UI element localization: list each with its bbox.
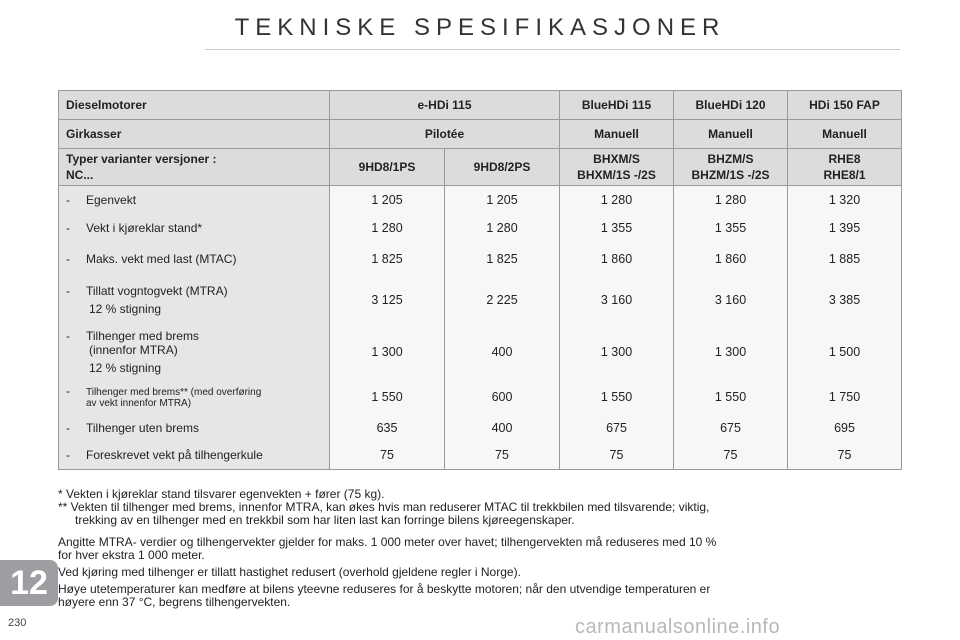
row-value: 75	[788, 442, 902, 470]
row-value: 1 355	[674, 214, 788, 242]
row-dash: -	[66, 420, 70, 435]
gearbox-row	[59, 120, 902, 149]
variant-label-line2: NC...	[66, 168, 94, 182]
row-value: 1 860	[560, 242, 674, 276]
row-value: 1 280	[674, 186, 788, 214]
row-value: 3 385	[788, 276, 902, 324]
row-label-text: Foreskrevet vekt på tilhengerkule	[86, 448, 263, 463]
gearbox-col-4: Manuell	[788, 120, 902, 149]
note-temperature-line2: høyere enn 37 °C, begrens tilhengervekten.	[58, 595, 291, 609]
row-label	[59, 380, 330, 414]
variant-col-5	[788, 149, 902, 186]
chapter-tab: 12	[0, 560, 58, 606]
variant-col-3	[560, 149, 674, 186]
row-value: 75	[674, 442, 788, 470]
watermark: carmanualsonline.info	[575, 616, 781, 638]
table-row	[59, 380, 902, 414]
row-dash: -	[66, 192, 70, 207]
row-label	[59, 324, 330, 380]
weight-rows	[59, 186, 902, 470]
row-label	[59, 242, 330, 276]
row-value: 1 280	[560, 186, 674, 214]
variant-code: RHE8/1	[823, 168, 866, 182]
row-value: 2 225	[445, 276, 560, 324]
variant-row	[59, 149, 902, 186]
footnote-1: * Vekten i kjøreklar stand tilsvarer egenvekten + fører (75 kg).	[58, 487, 385, 501]
row-label	[59, 186, 330, 214]
engine-row	[59, 91, 902, 120]
row-dash: -	[66, 384, 70, 398]
engine-col-2: BlueHDi 115	[560, 91, 674, 120]
row-label-text: Tilhenger med brems** (med overføring	[86, 387, 262, 398]
table-row	[59, 242, 902, 276]
gearbox-col-3: Manuell	[674, 120, 788, 149]
row-label-text: Maks. vekt med last (MTAC)	[86, 251, 237, 266]
table-row	[59, 186, 902, 214]
note-altitude-line1: Angitte MTRA- verdier og tilhengervekter gjelder for maks. 1 000 meter over havet; tilhengervekten må reduseres med 10 %	[58, 535, 717, 549]
row-label	[59, 276, 330, 324]
table-row	[59, 276, 902, 324]
row-dash: -	[66, 328, 70, 343]
engine-label: Dieselmotorer	[59, 91, 330, 120]
row-value: 400	[445, 414, 560, 442]
row-label-sub: 12 % stigning	[89, 360, 162, 375]
variant-label-line1: Typer varianter versjoner :	[66, 152, 217, 166]
row-label	[59, 442, 330, 470]
table-row	[59, 414, 902, 442]
variant-code: BHXM/S	[593, 152, 640, 166]
row-dash: -	[66, 251, 70, 266]
row-value: 1 205	[330, 186, 445, 214]
page-number: 230	[8, 617, 27, 629]
variant-label	[59, 149, 330, 186]
note-temperature-line1: Høye utetemperaturer kan medføre at bilens yteevne reduseres for å beskytte motoren; når den utvendige temperaturen er	[58, 582, 711, 596]
row-value: 3 125	[330, 276, 445, 324]
footnotes	[58, 488, 903, 527]
row-value: 600	[445, 380, 560, 414]
variant-col-2: 9HD8/2PS	[445, 149, 560, 186]
page-title: TEKNISKE SPESIFIKASJONER	[234, 14, 726, 41]
row-value: 1 860	[674, 242, 788, 276]
row-dash: -	[66, 448, 70, 463]
row-value: 1 355	[560, 214, 674, 242]
row-label-text-2: (innenfor MTRA)	[89, 342, 178, 357]
row-value: 635	[330, 414, 445, 442]
row-value: 1 750	[788, 380, 902, 414]
table-row	[59, 324, 902, 380]
table-row	[59, 214, 902, 242]
footnote-2-line1: ** Vekten til tilhenger med brems, innenfor MTRA, kan økes hvis man reduserer MTAC til trekkbilen med tilsvarende; viktig,	[58, 500, 710, 514]
engine-col-3: BlueHDi 120	[674, 91, 788, 120]
row-value: 3 160	[674, 276, 788, 324]
row-value: 1 825	[330, 242, 445, 276]
note-altitude-line2: for hver ekstra 1 000 meter.	[58, 548, 205, 562]
gearbox-col-2: Manuell	[560, 120, 674, 149]
engine-col-4: HDi 150 FAP	[788, 91, 902, 120]
row-label-text-2: av vekt innenfor MTRA)	[86, 398, 192, 409]
row-label	[59, 414, 330, 442]
row-label-text: Egenvekt	[86, 192, 137, 207]
row-label-text: Tillatt vogntogvekt (MTRA)	[86, 283, 228, 298]
row-label-sub: 12 % stigning	[89, 301, 162, 316]
row-value: 1 300	[674, 324, 788, 380]
row-value: 1 205	[445, 186, 560, 214]
variant-code: BHXM/1S -/2S	[577, 168, 656, 182]
variant-col-1: 9HD8/1PS	[330, 149, 445, 186]
row-value: 1 320	[788, 186, 902, 214]
row-label-text: Tilhenger med brems	[86, 328, 199, 343]
row-value: 400	[445, 324, 560, 380]
gearbox-label: Girkasser	[59, 120, 330, 149]
row-value: 695	[788, 414, 902, 442]
table-row	[59, 442, 902, 470]
row-value: 1 395	[788, 214, 902, 242]
row-dash: -	[66, 220, 70, 235]
spec-table	[58, 90, 902, 470]
variant-code: RHE8	[828, 152, 861, 166]
row-value: 3 160	[560, 276, 674, 324]
row-label	[59, 214, 330, 242]
row-value: 1 550	[330, 380, 445, 414]
row-value: 1 500	[788, 324, 902, 380]
row-label-text: Vekt i kjøreklar stand*	[86, 220, 203, 235]
row-value: 1 885	[788, 242, 902, 276]
row-value: 1 280	[330, 214, 445, 242]
variant-code: BHZM/1S -/2S	[691, 168, 770, 182]
row-value: 75	[560, 442, 674, 470]
variant-code: BHZM/S	[707, 152, 754, 166]
row-value: 675	[560, 414, 674, 442]
footnote-2-line2: trekking av en tilhenger med en trekkbil som har liten last kan forringe bilens kjøreegenskaper.	[75, 513, 575, 527]
row-value: 1 300	[330, 324, 445, 380]
row-value: 675	[674, 414, 788, 442]
note-speed: Ved kjøring med tilhenger er tillatt hastighet redusert (overhold gjeldene regler i Norge).	[58, 565, 521, 579]
row-value: 75	[445, 442, 560, 470]
row-value: 1 550	[560, 380, 674, 414]
notes-paragraphs	[58, 536, 903, 609]
row-dash: -	[66, 283, 70, 298]
gearbox-col-1: Pilotée	[330, 120, 560, 149]
row-value: 1 825	[445, 242, 560, 276]
title-divider	[205, 49, 900, 50]
row-value: 1 550	[674, 380, 788, 414]
variant-col-4	[674, 149, 788, 186]
row-value: 1 300	[560, 324, 674, 380]
row-value: 75	[330, 442, 445, 470]
engine-col-1: e-HDi 115	[330, 91, 560, 120]
row-value: 1 280	[445, 214, 560, 242]
row-label-text: Tilhenger uten brems	[86, 420, 199, 435]
